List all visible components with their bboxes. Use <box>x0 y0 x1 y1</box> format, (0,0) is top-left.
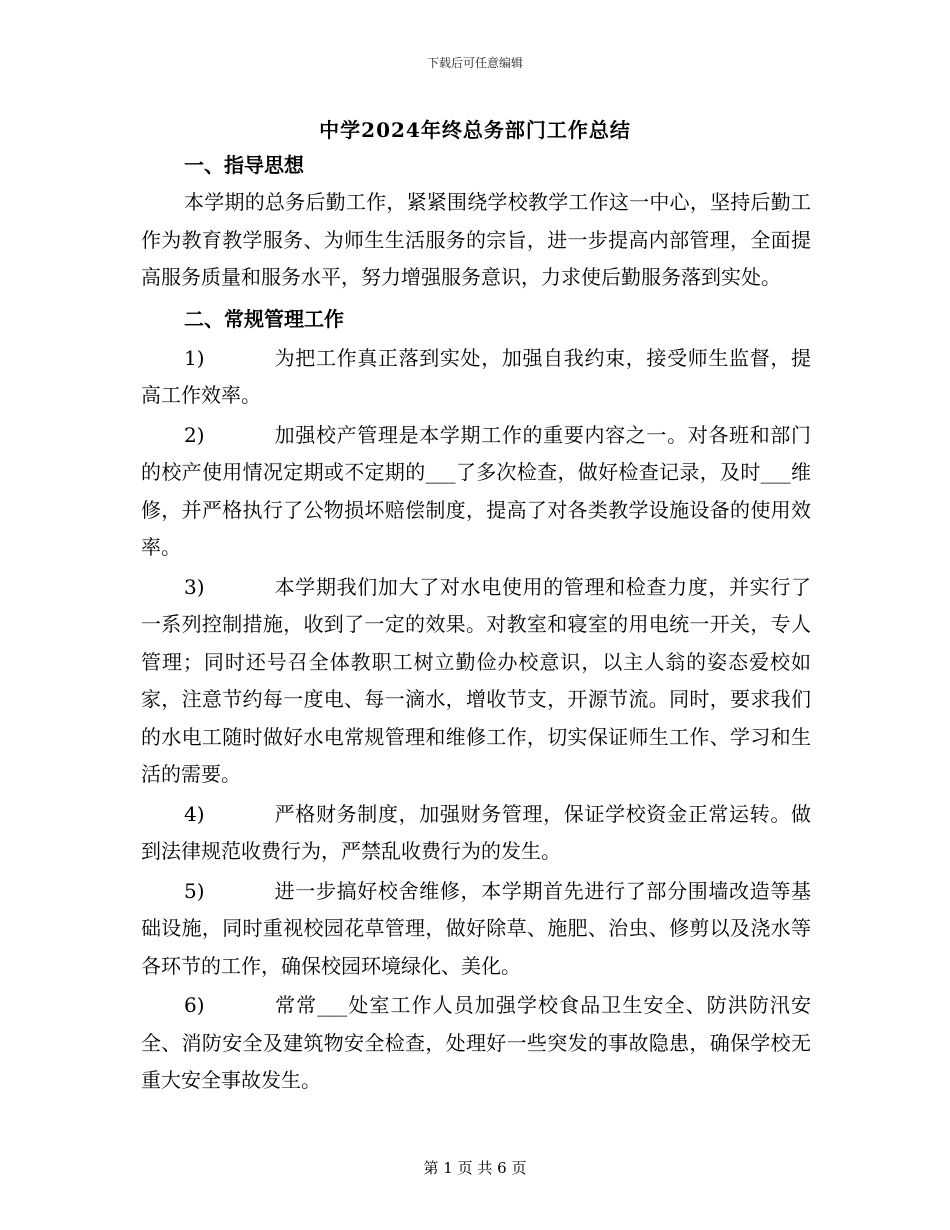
list-item <box>141 873 811 986</box>
list-item-text: 严格财务制度，加强财务管理，保证学校资金正常运转。做到法律规范收费行为，严禁乱收费行为的发生。 <box>141 801 811 863</box>
list-item <box>141 796 811 871</box>
list-item-text: 本学期我们加大了对水电使用的管理和检查力度，并实行了一系列控制措施，收到了一定的效果。对教室和寝室的用电统一开关，专人管理；同时还号召全体教职工树立勤俭办校意识，以主人翁的姿态爱校如家，注意节约每一度电、每一滴水，增收节支，开源节流。同时，要求我们的水电工随时做好水电常规管理和维修工作，切实保证师生工作、学习和生活的需要。 <box>141 574 811 786</box>
document-title: 中学2024年终总务部门工作总结 <box>319 118 631 142</box>
list-item-number: 2) <box>184 422 205 447</box>
list-item-number: 1) <box>184 345 205 370</box>
document-body <box>141 146 811 1100</box>
list-item-number: 5) <box>184 878 205 903</box>
list-item-text: 进一步搞好校舍维修，本学期首先进行了部分围墙改造等基础设施，同时重视校园花草管理，做好除草、施肥、治虫、修剪以及浇水等各环节的工作，确保校园环境绿化、美化。 <box>141 878 811 978</box>
section-heading: 二、常规管理工作 <box>184 306 344 331</box>
list-item-text: 为把工作真正落到实处，加强自我约束，接受师生监督，提高工作效率。 <box>141 345 811 407</box>
header-note: 下载后可任意编辑 <box>426 56 523 70</box>
list-item <box>141 569 811 794</box>
list-item <box>141 417 811 567</box>
list-item <box>141 987 811 1100</box>
list-item-text: 常常___处室工作人员加强学校食品卫生安全、防洪防汛安全、消防安全及建筑物安全检查，处理好一些突发的事故隐患，确保学校无重大安全事故发生。 <box>141 993 811 1092</box>
list-item-number: 4) <box>184 801 205 826</box>
page-footer: 第 1 页 共 6 页 <box>423 1159 527 1177</box>
list-item <box>141 340 811 415</box>
list-item-number: 6) <box>184 993 205 1017</box>
list-item-text: 加强校产管理是本学期工作的重要内容之一。对各班和部门的校产使用情况定期或不定期的___了多次检查，做好检查记录，及时___维修，并严格执行了公物损坏赔偿制度，提高了对各类教学设施设备的使用效率。 <box>141 422 811 559</box>
section-heading: 一、指导思想 <box>184 153 304 177</box>
section-paragraph: 本学期的总务后勤工作，紧紧围绕学校教学工作这一中心，坚持后勤工作为教育教学服务、为师生生活服务的宗旨，进一步提高内部管理，全面提高服务质量和服务水平，努力增强服务意识，力求使后勤服务落到实处。 <box>141 190 811 289</box>
list-item-number: 3) <box>184 574 205 599</box>
